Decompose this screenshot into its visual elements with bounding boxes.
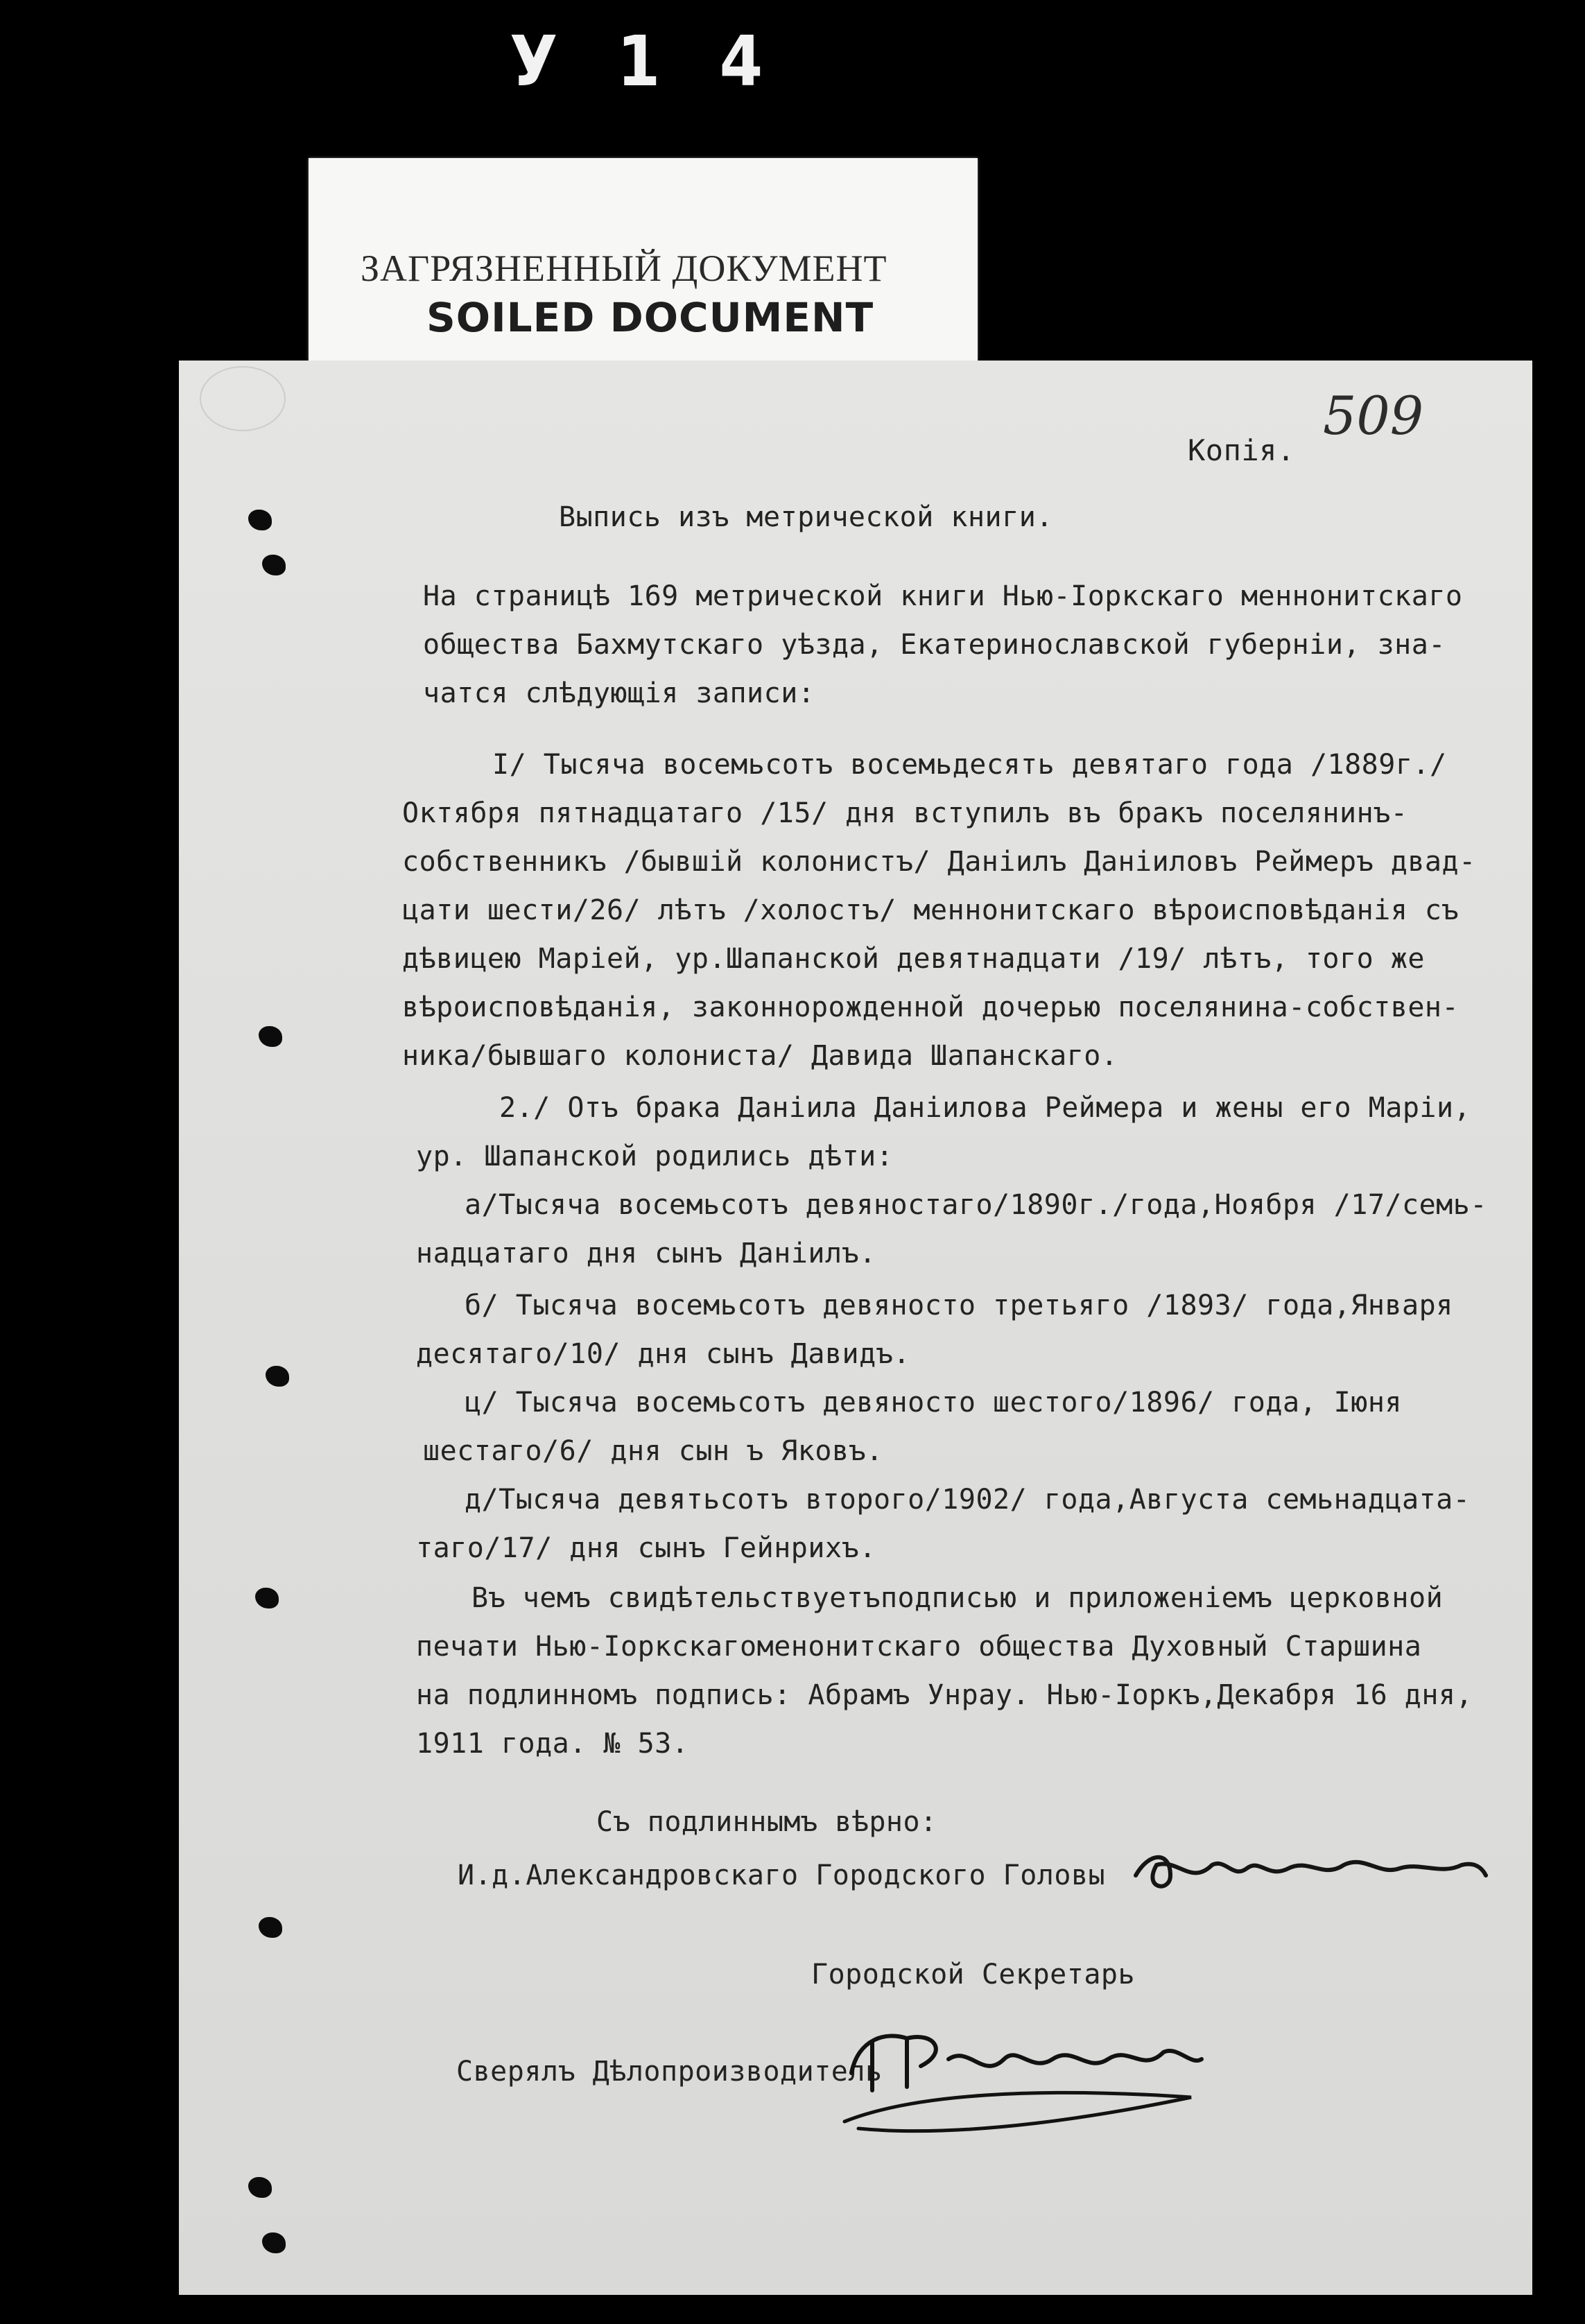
soiled-document-stamp: [309, 158, 978, 380]
stamp-line-en: SOILED DOCUMENT: [426, 294, 874, 341]
folio-number: 509: [1323, 385, 1424, 446]
punch-hole: [248, 510, 272, 530]
stamp-line-ru: ЗАГРЯЗНЕННЫЙ ДОКУМЕНТ: [361, 248, 887, 289]
document-page: [179, 361, 1532, 2295]
mayor-line: И.д.Александровскаго Городского Головы: [458, 1859, 1106, 1891]
intro-line: чатся слѣдующія записи:: [423, 677, 815, 709]
punch-hole: [259, 1917, 282, 1938]
entry1-line: собственникъ /бывшій колонистъ/ Даніилъ Даніиловъ Реймеръ двад-: [402, 846, 1476, 878]
entry1-line: вѣроисповѣданія, законнорожденной дочерью поселянина-собствен-: [402, 991, 1460, 1023]
entry2-line: б/ Тысяча восемьсотъ девяносто третьяго /1893/ года,Января: [465, 1290, 1453, 1321]
document-title: Выпись изъ метрической книги.: [559, 501, 1053, 533]
entry1-line: дѣвицею Маріей, ур.Шапанской девятнадцати /19/ лѣтъ, того же: [402, 943, 1425, 975]
intro-line: общества Бахмутскаго уѣзда, Екатеринославской губерніи, зна-: [423, 629, 1446, 661]
punch-hole: [255, 1588, 279, 1608]
secretary-line: Городской Секретарь: [811, 1959, 1136, 1991]
attestation-line: печати Нью-Іоркскагоменонитскаго общества Духовный Старшина: [416, 1631, 1422, 1663]
copy-mark: Копія.: [1188, 433, 1295, 467]
entry2-line: шестаго/6/ дня сын ъ Яковъ.: [423, 1435, 883, 1467]
entry2-line: д/Тысяча девятьсотъ второго/1902/ года,Августа семьнадцата-: [465, 1484, 1471, 1516]
punch-hole: [262, 2232, 286, 2253]
clerk-signature: [831, 2011, 1219, 2156]
punch-hole: [248, 2177, 272, 2198]
entry2-line: таго/17/ дня сынъ Гейнрихъ.: [416, 1532, 876, 1564]
frame-number: У 1 4: [510, 21, 782, 102]
certification-line: Съ подлиннымъ вѣрно:: [596, 1806, 937, 1838]
attestation-line: на подлинномъ подпись: Абрамъ Унрау. Нью-Іоркъ,Декабря 16 дня,: [416, 1679, 1473, 1711]
punch-hole: [262, 555, 286, 575]
entry2-line: 2./ Отъ брака Даніила Даніилова Реймера и жены его Маріи,: [499, 1092, 1471, 1124]
entry2-line: надцатаго дня сынъ Даніилъ.: [416, 1238, 876, 1269]
entry1-line: ника/бывшаго колониста/ Давида Шапанскаго.: [402, 1040, 1118, 1072]
entry2-line: десятаго/10/ дня сынъ Давидъ.: [416, 1338, 910, 1370]
entry1-line: I/ Тысяча восемьсотъ восемьдесять девятаго года /1889г./: [492, 749, 1447, 781]
entry2-line: а/Тысяча восемьсотъ девяностаго/1890г./года,Ноября /17/семь-: [465, 1189, 1487, 1221]
embossed-stamp-mark: [200, 366, 286, 431]
intro-line: На страницѣ 169 метрической книги Нью-Іоркскаго меннонитскаго: [423, 580, 1463, 612]
clerk-line: Сверялъ Дѣлопроизводитель: [456, 2056, 883, 2088]
mayor-signature: [1129, 1837, 1489, 1900]
punch-hole: [266, 1366, 289, 1387]
entry1-line: Октября пятнадцатаго /15/ дня вступилъ въ бракъ поселянинъ-: [402, 797, 1408, 829]
entry2-line: ур. Шапанской родились дѣти:: [416, 1141, 894, 1172]
entry2-line: ц/ Тысяча восемьсотъ девяносто шестого/1896/ года, Іюня: [465, 1387, 1403, 1419]
punch-hole: [259, 1026, 282, 1047]
attestation-line: Въ чемъ свидѣтельствуетъподписью и приложеніемъ церковной: [471, 1582, 1444, 1614]
attestation-line: 1911 года. № 53.: [416, 1728, 689, 1760]
entry1-line: цати шести/26/ лѣтъ /холостъ/ меннонитскаго вѣроисповѣданія съ: [402, 894, 1460, 926]
